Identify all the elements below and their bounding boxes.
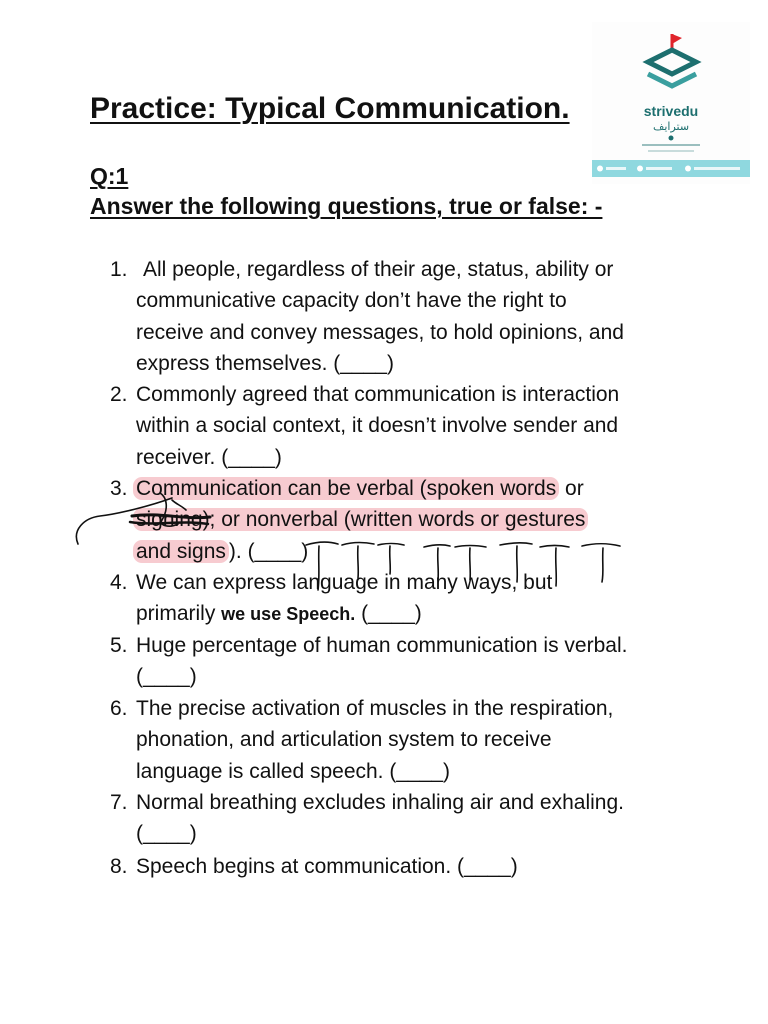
instruction-text: Answer the following questions, true or false: - [90, 193, 603, 219]
struck-text: signing [136, 508, 203, 532]
item-number: 7. [110, 791, 128, 814]
logo-brand-text: strivedu [643, 103, 699, 119]
item-number: 6. [110, 697, 128, 720]
list-item [110, 787, 690, 850]
item-text-line: All people, regardless of their age, status, ability or [143, 258, 614, 281]
item-text-line: express themselves. (____) [136, 351, 394, 375]
list-item [110, 630, 690, 693]
item-text-line: phonation, and articulation system to receive [136, 728, 552, 752]
item-number: 2. [110, 383, 128, 406]
item-text-line: Commonly agreed that communication is interaction [136, 383, 620, 406]
item-text-line: receive and convey messages, to hold opinions, and [136, 320, 624, 344]
item-number: 1. [110, 258, 128, 281]
list-item [110, 254, 690, 379]
list-item [110, 473, 690, 567]
item-text-line: (____) [136, 822, 197, 846]
item-text-line: receiver. (____) [136, 445, 282, 469]
highlighted-text: and signs [133, 540, 229, 563]
item-number: 8. [110, 855, 128, 878]
item-text: ). (____) [228, 539, 309, 563]
item-text-line: (____) [136, 665, 197, 689]
item-text-line: language is called speech. (____) [136, 759, 451, 783]
item-text-line: The precise activation of muscles in the respiration, [136, 697, 614, 720]
list-item [110, 567, 690, 631]
list-item [110, 851, 690, 882]
highlighted-text: Communication can be verbal (spoken words [133, 477, 559, 500]
item-text-line: communicative capacity don’t have the right to [136, 289, 567, 313]
page-title: Practice: Typical Communication. [90, 92, 570, 125]
item-number: 3. [110, 477, 128, 500]
logo-contact-bar [592, 160, 750, 177]
item-text-line: We can express language in many ways, but [136, 571, 553, 594]
highlighted-text: ); or nonverbal (written words or gestures [202, 508, 586, 532]
item-number: 5. [110, 634, 128, 657]
item-text: (____) [355, 602, 422, 626]
item-text: or [559, 477, 584, 500]
item-text-line: within a social context, it doesn’t involve sender and [136, 414, 619, 438]
bold-text: we use Speech. [221, 604, 356, 625]
strivedu-logo-icon [592, 22, 750, 162]
list-item [110, 379, 690, 473]
logo-arabic-text: سترايف [652, 120, 690, 133]
item-text-line: Normal breathing excludes inhaling air and exhaling. [136, 791, 624, 814]
item-number: 4. [110, 571, 128, 594]
question-label: Q:1 [90, 163, 129, 189]
item-text-line: Speech begins at communication. (____) [136, 855, 518, 878]
item-text-line: Huge percentage of human communication is verbal. [136, 634, 628, 657]
item-text: primarily [136, 602, 222, 626]
list-item [110, 693, 690, 787]
